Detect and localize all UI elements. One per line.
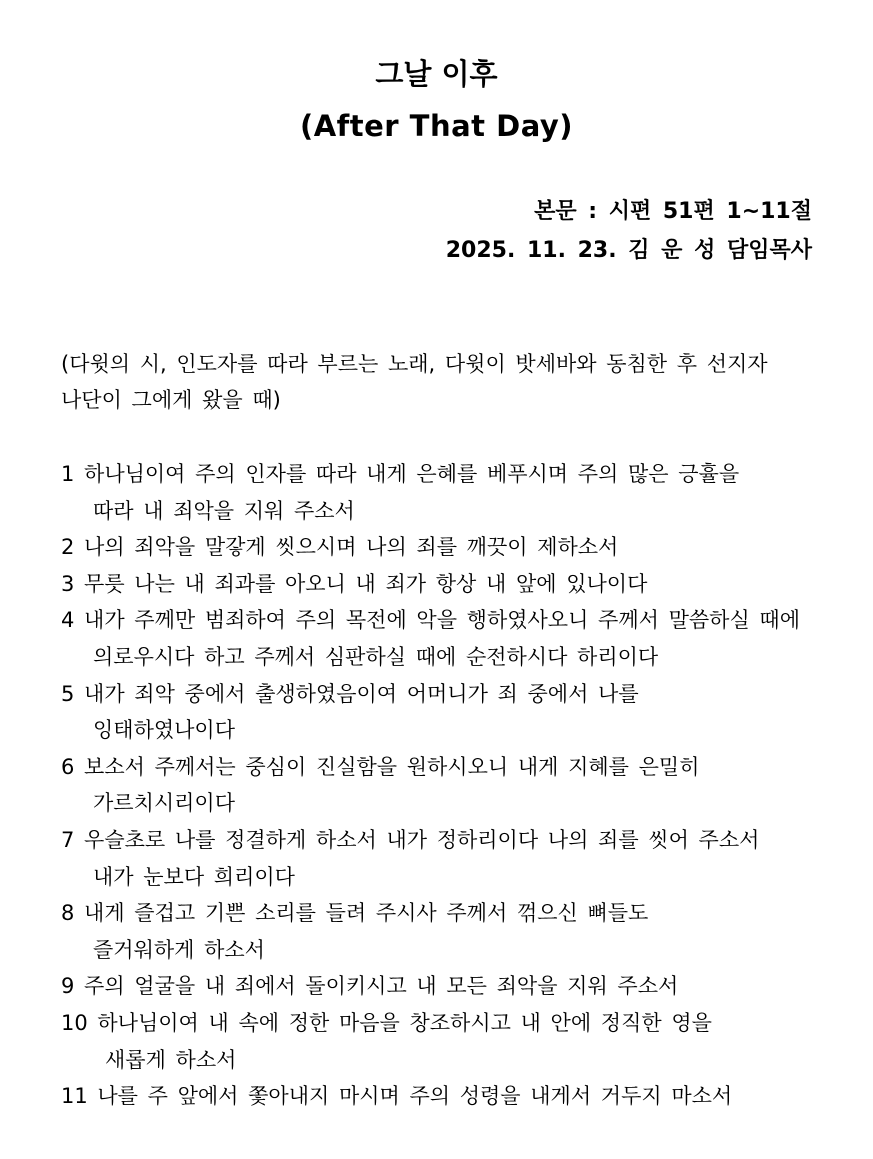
verse-5 [61, 676, 831, 749]
psalm-superscription [61, 346, 821, 418]
intro-line: 나단이 그에게 왔을 때) [61, 388, 281, 412]
date-and-preacher: 2025. 11. 23. 김 운 성 담임목사 [445, 238, 812, 263]
title-english: (After That Day) [299, 109, 574, 143]
verse-line: 9 주의 얼굴을 내 죄에서 돌이키시고 내 모든 죄악을 지워 주소서 [61, 974, 679, 999]
verse-line: 2 나의 죄악을 말갛게 씻으시며 나의 죄를 깨끗이 제하소서 [61, 535, 619, 560]
intro-line: (다윗의 시, 인도자를 따라 부르는 노래, 다윗이 밧세바와 동침한 후 선지자 [61, 352, 768, 376]
title-korean: 그날 이후 [375, 57, 498, 91]
verse-8 [61, 895, 831, 968]
verse-line: 6 보소서 주께서는 중심이 진실함을 원하시오니 내게 지혜를 은밀히 [61, 754, 700, 779]
verse-line: 3 무릇 나는 내 죄과를 아오니 내 죄가 항상 내 앞에 있나이다 [61, 571, 648, 596]
verse-line: 따라 내 죄악을 지워 주소서 [93, 498, 355, 523]
verse-line: 8 내게 즐겁고 기쁜 소리를 들려 주시사 주께서 꺾으신 뼈들도 [61, 901, 649, 926]
scripture-reference: 본문 : 시편 51편 1~11절 [534, 199, 812, 224]
verse-line: 새롭게 하소서 [105, 1047, 237, 1072]
verse-line: 의로우시다 하고 주께서 심판하실 때에 순전하시다 하리이다 [93, 644, 659, 669]
verse-6 [61, 749, 831, 822]
verse-line: 10 하나님이여 내 속에 정한 마음을 창조하시고 내 안에 정직한 영을 [61, 1010, 712, 1035]
verse-4 [61, 602, 831, 675]
verse-line: 4 내가 주께만 범죄하여 주의 목전에 악을 행하였사오니 주께서 말씀하실 때에 [61, 608, 800, 633]
verse-3 [61, 566, 831, 603]
verse-line: 잉태하였나이다 [93, 718, 236, 743]
verse-list [61, 456, 831, 1115]
verse-2 [61, 529, 831, 566]
verse-line: 5 내가 죄악 중에서 출생하였음이여 어머니가 죄 중에서 나를 [61, 681, 639, 706]
verse-11 [61, 1078, 831, 1115]
verse-line: 내가 눈보다 희리이다 [93, 864, 295, 889]
verse-10 [61, 1005, 831, 1078]
verse-line: 11 나를 주 앞에서 쫓아내지 마시며 주의 성령을 내게서 거두지 마소서 [61, 1084, 733, 1109]
verse-1 [61, 456, 831, 529]
verse-line: 가르치시리이다 [93, 791, 236, 816]
verse-line: 1 하나님이여 주의 인자를 따라 내게 은혜를 베푸시며 주의 많은 긍휼을 [61, 462, 740, 486]
verse-line: 즐거워하게 하소서 [93, 937, 265, 962]
verse-line: 7 우슬초로 나를 정결하게 하소서 내가 정하리이다 나의 죄를 씻어 주소서 [61, 827, 760, 852]
verse-9 [61, 968, 831, 1005]
verse-7 [61, 822, 831, 895]
